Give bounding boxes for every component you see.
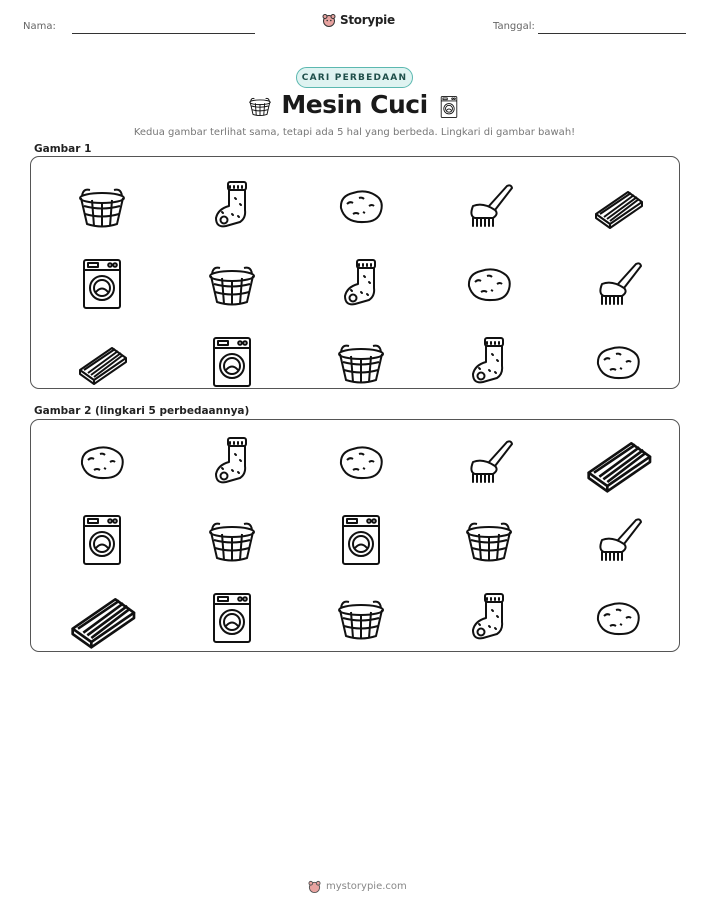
brand-logo	[322, 13, 395, 27]
soap-icon	[72, 432, 132, 492]
soap-icon	[331, 176, 391, 236]
washing-machine-icon	[72, 254, 132, 314]
instructions: Kedua gambar terlihat sama, tetapi ada 5 hal yang berbeda. Lingkari di gambar bawah!	[133, 127, 576, 138]
soap-icon	[588, 332, 648, 392]
laundry-basket-icon	[72, 176, 132, 236]
sock-icon	[459, 588, 519, 648]
category-badge: CARI PERBEDAAN	[296, 67, 413, 88]
picture1-label: Gambar 1	[34, 143, 92, 155]
storypie-icon	[308, 880, 321, 893]
washboard-icon	[62, 578, 142, 658]
sock-icon	[202, 432, 262, 492]
scrub-brush-icon	[459, 432, 519, 492]
sock-icon	[459, 332, 519, 392]
picture2-label: Gambar 2 (lingkari 5 perbedaannya)	[34, 405, 250, 417]
footer-url: mystorypie.com	[326, 881, 407, 892]
laundry-basket-icon	[202, 254, 262, 314]
washboard-icon	[578, 422, 658, 502]
laundry-basket-icon	[331, 588, 391, 648]
washing-machine-icon	[436, 93, 462, 121]
scrub-brush-icon	[588, 510, 648, 570]
name-label: Nama:	[23, 21, 56, 32]
brand-name: Storypie	[340, 13, 395, 27]
sock-icon	[202, 176, 262, 236]
scrub-brush-icon	[459, 176, 519, 236]
washing-machine-icon	[331, 510, 391, 570]
date-label: Tanggal:	[493, 21, 535, 32]
soap-icon	[331, 432, 391, 492]
name-line	[72, 33, 255, 34]
sock-icon	[331, 254, 391, 314]
scrub-brush-icon	[588, 254, 648, 314]
washboard-icon	[588, 176, 648, 236]
soap-icon	[459, 254, 519, 314]
storypie-icon	[322, 13, 336, 27]
laundry-basket-icon	[459, 510, 519, 570]
washing-machine-icon	[202, 588, 262, 648]
washing-machine-icon	[202, 332, 262, 392]
laundry-basket-icon	[202, 510, 262, 570]
washboard-icon	[72, 332, 132, 392]
washing-machine-icon	[72, 510, 132, 570]
footer	[308, 880, 407, 893]
soap-icon	[588, 588, 648, 648]
page-title: Mesin Cuci	[281, 90, 428, 119]
date-line	[538, 33, 686, 34]
laundry-basket-icon	[331, 332, 391, 392]
